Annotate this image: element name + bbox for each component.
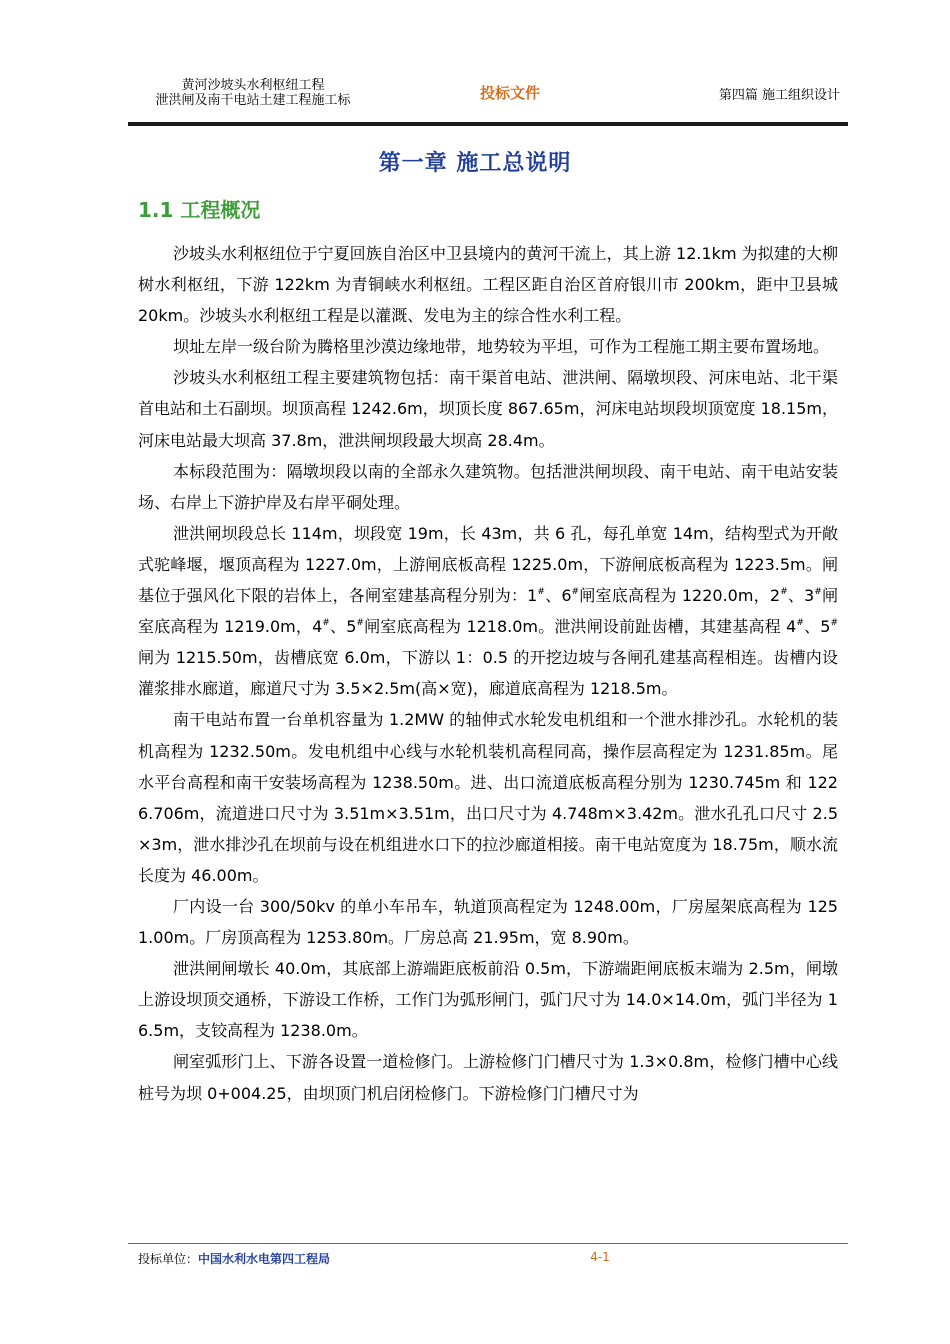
paragraph-power-station: 南干电站布置一台单机容量为 1.2MW 的轴伸式水轮发电机组和一个泄水排沙孔。水轮机的装机高程为 1232.50m。发电机组中心线与水轮机装机高程同高，操作层高程定为 1231.85m。尾水平台高程和南干安装场高程为 1238.50m。进、出口流道底板高程分别为 1230.745m 和 1226.706m，流道进口尺寸为 3.51m×3.51m，出口尺寸为 4.748m×3.42m。泄水孔孔口尺寸 2.5×3m，泄水排沙孔在坝前与设在机组进水口下的拉沙廊道相接。南干电站宽度为 18.75m，顺水流长度为 46.00m。: [138, 710, 838, 885]
number-mark: #: [571, 587, 580, 598]
paragraph-maintenance-gate: 闸室弧形门上、下游各设置一道检修门。上游检修门门槽尺寸为 1.3×0.8m，检修门槽中心线桩号为坝 0+004.25，由坝顶门机启闭检修门。下游检修门门槽尺寸为: [138, 1052, 838, 1103]
header-project-name: [138, 78, 368, 108]
number-mark: #: [814, 587, 822, 598]
paragraph-bid-scope: 本标段范围为：隔墩坝段以南的全部永久建筑物。包括泄洪闸坝段、南干电站、南干电站安装场、右岸上下游护岸及右岸平硐处理。: [138, 461, 838, 512]
text-run: 、5: [803, 617, 831, 637]
number-mark: #: [780, 587, 788, 598]
paragraph-crane: 厂内设一台 300/50kv 的单小车吊车，轨道顶高程定为 1248.00m，厂房屋架底高程为 1251.00m。厂房顶高程为 1253.80m。厂房总高 21.95m，宽 8.90m。: [138, 896, 838, 948]
footer-bidder-label: 投标单位：: [138, 1252, 199, 1266]
text-run: 闸室底高程为 1218.0m。泄洪闸设前趾齿槽，其建基高程 4: [363, 617, 797, 637]
text-run: 闸室底高程为 1219.0m，4: [138, 586, 838, 637]
paragraph-site-layout: 坝址左岸一级台阶为腾格里沙漠边缘地带，地势较为平坦，可作为工程施工期主要布置场地。: [173, 337, 830, 357]
number-mark: #: [322, 618, 330, 629]
number-mark: #: [537, 587, 545, 598]
header-project-line1: 黄河沙坡头水利枢纽工程: [181, 78, 325, 93]
footer-company-name: 中国水利水电第四工程局: [198, 1252, 331, 1266]
paragraph-gate-pier: 泄洪闸闸墩长 40.0m，其底部上游端距底板前沿 0.5m，下游端距闸底板末端为 2.5m，闸墩上游设坝顶交通桥，下游设工作桥，工作门为弧形闸门，弧门尺寸为 14.0×14.0m，弧门半径为 16.5m，支铰高程为 1238.0m。: [138, 959, 838, 1041]
footer-bidder: [138, 1250, 330, 1267]
text-run: 、3: [787, 586, 815, 606]
text-run: 闸为 1215.50m，齿槽底宽 6.0m，下游以 1：0.5 的开挖边坡与各闸孔建基高程相连。齿槽内设灌浆排水廊道，廊道尺寸为 3.5×2.5m(高×宽)，廊道底高程为 1218.5m。: [138, 648, 838, 699]
text-run: 、6: [544, 586, 572, 606]
chapter-title: 第一章 施工总说明: [378, 151, 572, 176]
footer-divider: [128, 1243, 848, 1244]
number-mark: #: [796, 618, 804, 629]
header-divider: [128, 122, 848, 126]
paragraph-main-structures: 沙坡头水利枢纽工程主要建筑物包括：南干渠首电站、泄洪闸、隔墩坝段、河床电站、北干渠首电站和土石副坝。坝顶高程 1242.6m，坝顶长度 867.65m，河床电站坝段坝顶宽度 18.15m，河床电站最大坝高 37.8m，泄洪闸坝段最大坝高 28.4m。: [138, 368, 838, 450]
text-run: 泄洪闸坝段总长 114m，坝段宽 19m，长 43m，共 6 孔，每孔单宽 14m，结构型式为开敞式驼峰堰，堰顶高程为 1227.0m，上游闸底板高程 1225.0m，下游闸底板高程为 1223.5m。闸基位于强风化下限的岩体上，各闸室建基高程分别为：1: [138, 523, 838, 606]
header-section-name: 第四篇 施工组织设计: [718, 88, 840, 103]
text-run: 、5: [329, 617, 357, 637]
number-mark: #: [356, 618, 364, 629]
body-text: [138, 238, 838, 1109]
paragraph-spillway-gate: [138, 518, 838, 705]
page-number: 4-1: [590, 1250, 610, 1264]
section-title: 1.1 工程概况: [138, 198, 261, 222]
header-document-type: 投标文件: [479, 84, 540, 102]
paragraph-location: 沙坡头水利枢纽位于宁夏回族自治区中卫县境内的黄河干流上，其上游 12.1km 为拟建的大柳树水利枢纽，下游 122km 为青铜峡水利枢纽。工程区距自治区首府银川市 200km，距中卫县城 20km。沙坡头水利枢纽工程是以灌溉、发电为主的综合性水利工程。: [138, 244, 838, 326]
number-mark: #: [830, 618, 838, 629]
header-project-line2: 泄洪闸及南干电站土建工程施工标: [155, 93, 351, 108]
text-run: 闸室底高程为 1220.0m，2: [579, 586, 781, 606]
